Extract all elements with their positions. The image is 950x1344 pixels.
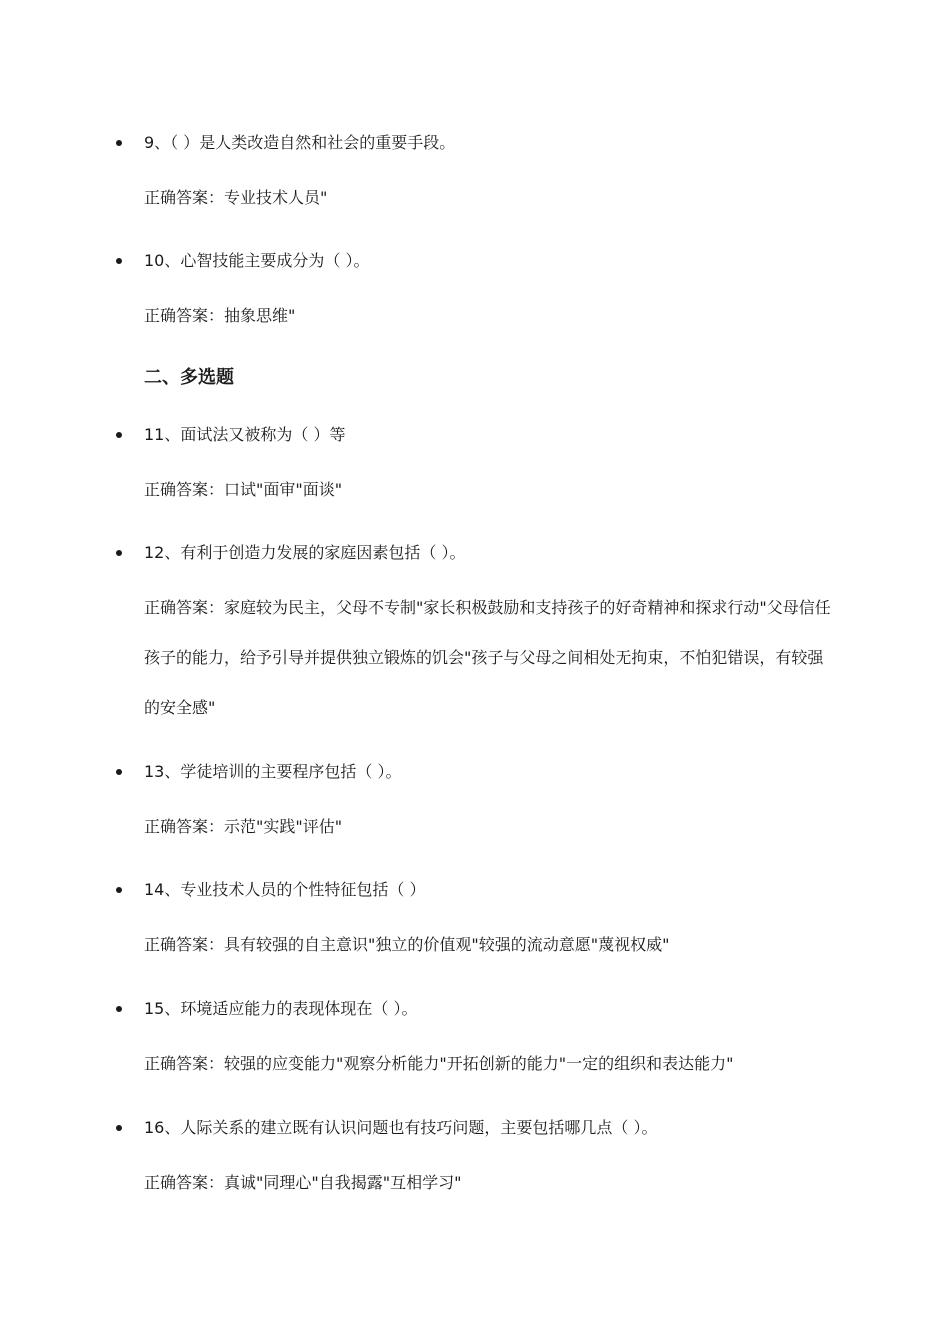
bullet-icon bbox=[116, 887, 122, 893]
bullet-icon bbox=[116, 550, 122, 556]
question-text: 14、专业技术人员的个性特征包括（ ） bbox=[144, 880, 426, 899]
question-text: 10、心智技能主要成分为（ ）。 bbox=[144, 251, 370, 270]
answer-text: 正确答案：示范"实践"评估" bbox=[144, 817, 343, 836]
bullet-icon bbox=[116, 769, 122, 775]
answer-text: 正确答案：专业技术人员" bbox=[144, 188, 328, 207]
question-text: 9、（ ）是人类改造自然和社会的重要手段。 bbox=[144, 133, 456, 152]
answer-text: 正确答案：家庭较为民主，父母不专制"家长积极鼓励和支持孩子的好奇精神和探求行动"父母信任孩子的能力，给予引导并提供独立锻炼的饥会"孩子与父母之间相处无拘束，不怕犯错误，有较强的安全感" bbox=[144, 598, 831, 717]
bullet-icon bbox=[116, 432, 122, 438]
question-text: 13、学徒培训的主要程序包括（ ）。 bbox=[144, 762, 402, 781]
question-text: 16、人际关系的建立既有认识问题也有技巧问题，主要包括哪几点（ ）。 bbox=[144, 1118, 658, 1137]
bullet-icon bbox=[116, 258, 122, 264]
answer-text: 正确答案：真诚"同理心"自我揭露"互相学习" bbox=[144, 1173, 462, 1192]
answer-text: 正确答案：具有较强的自主意识"独立的价值观"较强的流动意愿"蔑视权威" bbox=[144, 935, 670, 954]
question-text: 15、环境适应能力的表现体现在（ ）。 bbox=[144, 999, 418, 1018]
bullet-icon bbox=[116, 140, 122, 146]
bullet-icon bbox=[116, 1006, 122, 1012]
answer-text: 正确答案：较强的应变能力"观察分析能力"开拓创新的能力"一定的组织和表达能力" bbox=[144, 1054, 734, 1073]
section-title: 二、多选题 bbox=[144, 367, 234, 388]
answer-text: 正确答案：口试"面审"面谈" bbox=[144, 480, 343, 499]
bullet-icon bbox=[116, 1125, 122, 1131]
question-text: 12、有利于创造力发展的家庭因素包括（ ）。 bbox=[144, 543, 466, 562]
answer-text: 正确答案：抽象思维" bbox=[144, 306, 296, 325]
question-text: 11、面试法又被称为（ ）等 bbox=[144, 425, 346, 444]
